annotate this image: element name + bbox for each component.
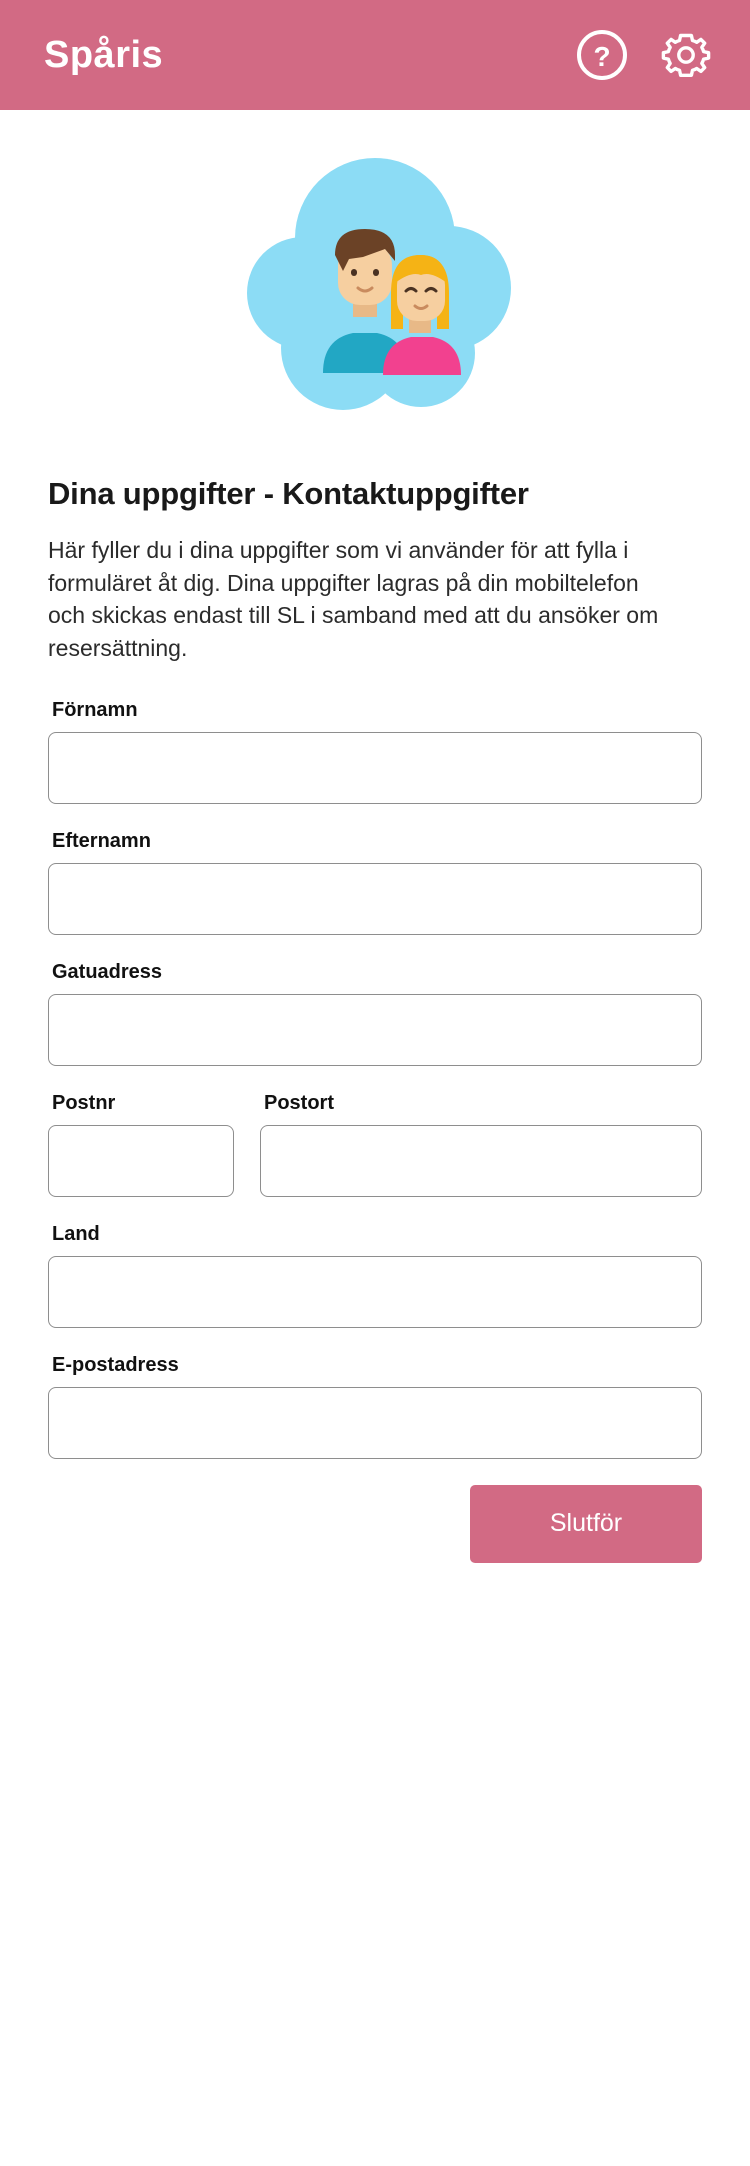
question-mark-circle-icon[interactable] bbox=[574, 27, 630, 83]
page-title: Dina uppgifter - Kontaktuppgifter bbox=[48, 476, 529, 511]
field-gatuadress bbox=[48, 961, 702, 1066]
field-fornamn bbox=[48, 699, 702, 804]
efternamn-input[interactable] bbox=[48, 863, 702, 935]
field-postnr bbox=[48, 1092, 234, 1197]
field-label-land: Land bbox=[52, 1222, 100, 1245]
field-label-epostadress: E-postadress bbox=[52, 1353, 179, 1376]
illustration-container bbox=[0, 128, 750, 458]
gear-icon[interactable] bbox=[658, 27, 714, 83]
app-header bbox=[0, 0, 750, 110]
app-header-actions bbox=[574, 27, 714, 83]
couple-in-speech-bubble-illustration bbox=[225, 143, 525, 443]
field-epostadress bbox=[48, 1354, 702, 1459]
field-label-gatuadress: Gatuadress bbox=[52, 960, 163, 983]
postnr-postort-row bbox=[48, 1092, 702, 1223]
field-label-efternamn: Efternamn bbox=[52, 829, 151, 852]
field-efternamn bbox=[48, 830, 702, 935]
field-land bbox=[48, 1223, 702, 1328]
epostadress-input[interactable] bbox=[48, 1387, 702, 1459]
field-label-fornamn: Förnamn bbox=[52, 698, 138, 721]
postnr-input[interactable] bbox=[48, 1125, 234, 1197]
gatuadress-input[interactable] bbox=[48, 994, 702, 1066]
field-label-postnr: Postnr bbox=[52, 1091, 116, 1114]
field-label-postort: Postort bbox=[264, 1091, 334, 1114]
contact-details-form bbox=[48, 699, 702, 1563]
main-content bbox=[0, 476, 750, 1563]
app-title: Spåris bbox=[44, 33, 164, 76]
slutfor-button[interactable]: Slutför bbox=[470, 1485, 702, 1563]
land-input[interactable] bbox=[48, 1256, 702, 1328]
submit-row bbox=[48, 1485, 702, 1563]
page-description: Här fyller du i dina uppgifter som vi använder för att fylla i formuläret åt dig. Dina uppgifter lagras på din mobiltelefon och skickas endast till SL i samband med att du ansöker om resersättning. bbox=[48, 537, 659, 661]
field-postort bbox=[260, 1092, 702, 1197]
svg-text:?: ? bbox=[593, 41, 611, 72]
postort-input[interactable] bbox=[260, 1125, 702, 1197]
fornamn-input[interactable] bbox=[48, 732, 702, 804]
